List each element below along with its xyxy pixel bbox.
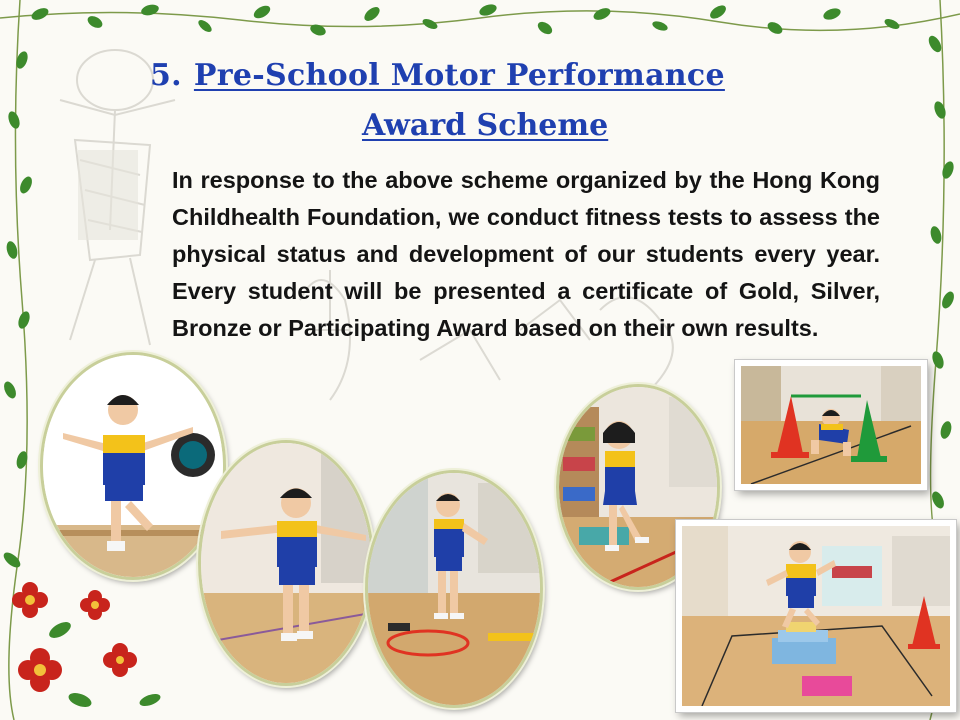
child-crawling-photo-icon xyxy=(741,366,921,484)
title-line-1 xyxy=(150,58,725,93)
body-paragraph: In response to the above scheme organized by the Hong Kong Childhealth Foundation, we conduct fitness tests to assess the physical status and development of our students every year. Every student will be presented a certificate of Gold, Silver, Bronze or Participating Award based on their own results. xyxy=(172,167,880,341)
title-number: 5. xyxy=(150,58,182,93)
photo-child-hoop-jump xyxy=(365,470,543,708)
title-text-line-1: Pre-School Motor Performance xyxy=(193,58,725,93)
child-jumping-photo-icon xyxy=(682,526,950,706)
child-balancing-photo-icon xyxy=(43,355,223,577)
child-walking-photo-icon xyxy=(201,443,371,683)
child-hoop-photo-icon xyxy=(368,473,540,705)
photo-child-jumping-blocks xyxy=(676,520,956,712)
photo-child-crawling-cones xyxy=(735,360,927,490)
photo-child-arms-out-hallway xyxy=(198,440,374,686)
title-text-line-2: Award Scheme xyxy=(362,108,609,143)
